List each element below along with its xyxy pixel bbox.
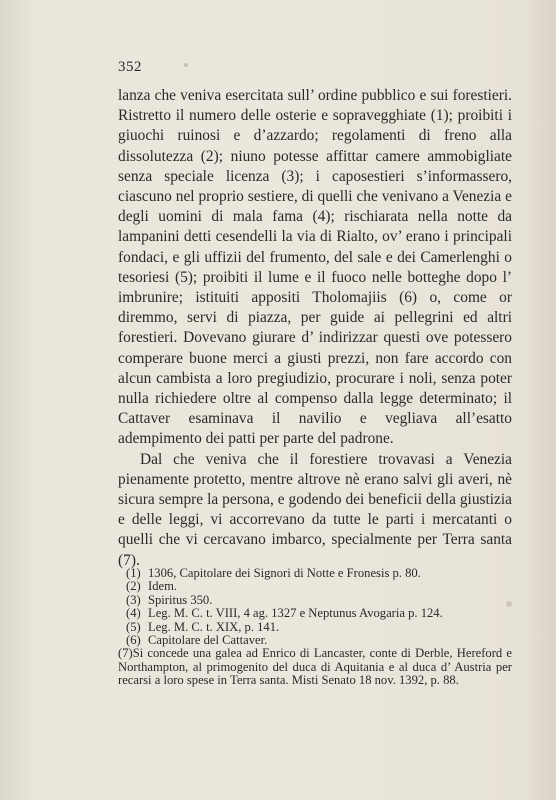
footnotes [118, 567, 512, 688]
footnote-6 [118, 634, 512, 647]
footnote-number: (2) [126, 579, 141, 594]
footnote-number: (7) [118, 646, 133, 661]
footnote-number: (3) [126, 592, 141, 607]
footnote-1 [118, 567, 512, 580]
footnote-text: Spiritus 350. [148, 592, 213, 607]
ink-spot [506, 601, 512, 607]
footnote-text: 1306, Capitolare dei Signori di Notte e Fronesis p. 80. [148, 566, 421, 580]
footnote-4 [118, 607, 512, 620]
footnote-7 [118, 647, 512, 687]
paragraph-1: lanza che veniva esercitata sull’ ordine pubblico e sui forestieri. Ristretto il numero delle osterie e sopravegghiate (1); proibiti i giuochi ruinosi e d’azzardo; regolamenti di freno alla dissolutezza (2); niuno potesse affittar camere ammobigliate senza speciale licenza (3); i caposestieri s’informassero, ciascuno nel proprio sestiere, di quelli che venivano a Venezia e degli uomini di mala fama (4); rischiarata nella notte da lampanini detti cesendelli la via di Rialto, ov’ erano i principali fondaci, e gli uffizii del frumento, del sale e dei Camerlenghi o tesoriesi (5); proibiti il lume e il fuoco nelle botteghe dopo l’ imbrunire; istituiti appositi Tholomajiis (6) o, come or diremmo, servi di piazza, per guide ai pellegrini ed altri forestieri. Dovevano giurare d’ indirizzar questi ove potessero comperare buone merci a giusti prezzi, non fare accordo con alcun cambista a loro pregiudizio, procurare i noli, senza poter nulla richiedere oltre al compenso dalla legge determinato; il Cattaver esaminava il navilio e vegliava all’esatto adempimento dei patti per parte del padrone. [118, 87, 512, 448]
footnote-5 [118, 621, 512, 634]
footnote-number: (4) [126, 606, 141, 621]
footnote-number: (6) [126, 633, 141, 648]
footnote-text: Leg. M. C. t. XIX, p. 141. [148, 619, 280, 634]
footnote-text: Capitolare del Cattaver. [148, 633, 268, 648]
footnote-3 [118, 594, 512, 607]
footnote-number: (5) [126, 619, 141, 634]
footnote-text: Leg. M. C. t. VIII, 4 ag. 1327 e Neptunus Avogaria p. 124. [148, 606, 443, 621]
ink-spot [184, 63, 188, 67]
footnote-number: (1) [126, 566, 141, 580]
main-text [118, 86, 512, 571]
page-number: 352 [118, 59, 142, 75]
footnote-text: Si concede una galea ad Enrico di Lancaster, conte di Derble, Hereford e Northampton, al primogenito del duca di Aquitania e al duca d’ Austria per recarsi a loro spese in Terra santa. Misti Senato 18 nov. 1392, p. 88. [118, 646, 512, 688]
footnote-2 [118, 580, 512, 593]
paragraph-2: Dal che veniva che il forestiere trovavasi a Venezia pienamente protetto, mentre altrove nè erano salvi gli averi, nè sicura sempre la persona, e godendo dei beneficii della giustizia e delle leggi, vi accorrevano da tutte le parti i mercatanti o quelli che vi cercavano imbarco, specialmente per Terra santa (7). [118, 450, 512, 569]
footnote-text: Idem. [148, 579, 178, 594]
